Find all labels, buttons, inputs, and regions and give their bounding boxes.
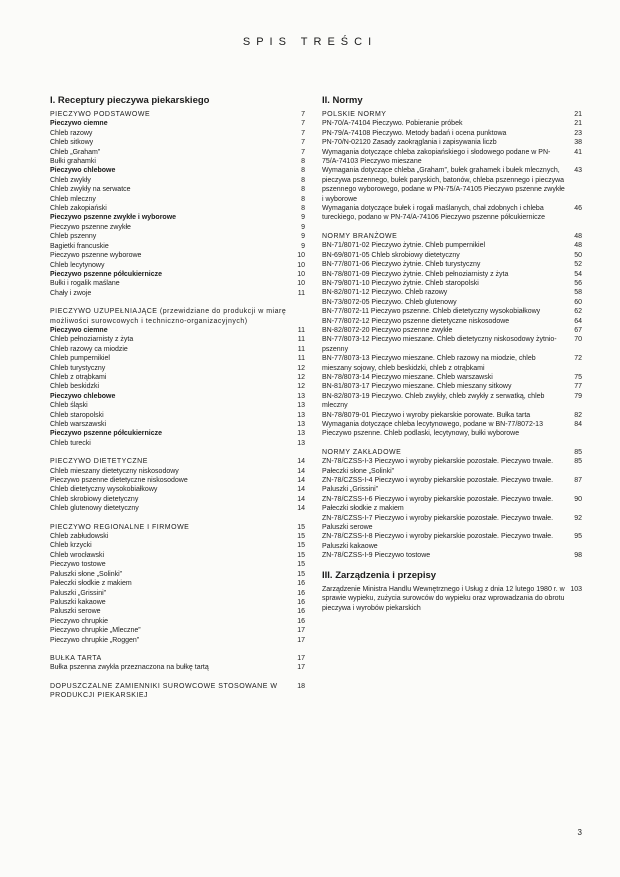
- toc-entry-title: ZN-78/CZSS-I-4 Pieczywo i wyroby piekarskie pozostałe. Pieczywo trwałe. Paluszki „Grissini”: [322, 477, 554, 494]
- toc-entry-page: 8: [301, 186, 305, 194]
- toc-entry-title: Paluszki „Grissini”: [50, 589, 107, 597]
- toc-entry-page: 67: [574, 326, 582, 334]
- toc-entry-page: 15: [297, 570, 305, 578]
- toc-entry-page: 46: [574, 205, 582, 213]
- toc-entry-page: 8: [301, 158, 305, 166]
- toc-entry-title: NORMY BRANŻOWE: [322, 232, 398, 240]
- toc-entry-page: 10: [297, 261, 305, 269]
- toc-entry: [322, 298, 582, 307]
- toc-entry-title: Pieczywo pszenne zwykłe i wyborowe: [50, 214, 177, 222]
- toc-entry-title: Chleb śląski: [50, 402, 88, 410]
- toc-entry-page: 72: [574, 355, 582, 363]
- toc-entry-title: PN-70/A-74104 Pieczywo. Pobieranie próbek: [322, 120, 463, 128]
- toc-entry: [50, 420, 305, 429]
- toc-entry-title: Pieczywo pszenne półcukiernicze: [50, 270, 163, 278]
- toc-entry-page: 48: [574, 242, 582, 250]
- toc-entry-title: Chleb razowy ca miodzie: [50, 345, 128, 353]
- toc-entry: [50, 289, 305, 298]
- toc-entry-page: 15: [297, 551, 305, 559]
- toc-entry-title: Wymagania dotyczące chleba lecytynowego, podane w BN-77/8072-13 Pieczywo pszenne. Chleb podlaski, lecytynowy, bułki wyborowe: [322, 421, 543, 438]
- toc-entry-page: 13: [297, 411, 305, 419]
- toc-entry-title: PIECZYWO PODSTAWOWE: [50, 111, 151, 118]
- toc-entry-page: 15: [297, 542, 305, 550]
- toc-entry-title: Pałeczki słodkie z makiem: [50, 580, 132, 588]
- toc-entry-page: 7: [301, 111, 305, 118]
- toc-entry: [50, 476, 305, 485]
- toc-entry-page: 7: [301, 120, 305, 128]
- toc-entry-page: 10: [297, 280, 305, 288]
- toc-entry: [50, 560, 305, 569]
- toc-entry: [50, 138, 305, 147]
- page-title: SPIS TREŚCI: [242, 36, 378, 48]
- toc-entry-title: Pieczywo chrupkie: [50, 617, 108, 625]
- toc-entry-title: Pieczywo ciemne: [50, 120, 108, 128]
- toc-entry-title: BUŁKA TARTA: [50, 654, 102, 662]
- toc-entry-page: 14: [297, 458, 305, 466]
- toc-entry: [50, 504, 305, 513]
- toc-entry-page: 15: [297, 533, 305, 541]
- toc-entry: [50, 439, 305, 448]
- toc-entry-page: 17: [297, 627, 305, 635]
- toc-entry: [322, 288, 582, 297]
- toc-entry-title: Chleb pełnoziarnisty z żyta: [50, 336, 134, 344]
- toc-entry-title: BN-77/8073-13 Pieczywo mieszane. Chleb razowy na miodzie, chleb mieszany sojowy, chleb beskidzki, chleb z otrąbkami: [322, 355, 536, 372]
- toc-entry-title: Chleb turystyczny: [50, 364, 106, 372]
- toc-entry-title: BN-79/8071-10 Pieczywo żytnie. Chleb staropolski: [322, 279, 479, 287]
- section-heading-3: III. Zarządzenia i przepisy: [322, 569, 437, 581]
- toc-entry-title: Chleb zwykły: [50, 176, 91, 184]
- toc-entry-page: 9: [301, 242, 305, 250]
- toc-entry: [322, 585, 582, 613]
- toc-entry-page: 82: [574, 411, 582, 419]
- toc-entry-page: 15: [297, 561, 305, 569]
- toc-entry-title: BN-77/8073-12 Pieczywo mieszane. Chleb dietetyczny niskosodowy żytnio-pszenny: [322, 336, 557, 353]
- toc-entry: [322, 420, 582, 439]
- toc-entry-page: 13: [297, 430, 305, 438]
- toc-entry: [50, 523, 305, 532]
- toc-entry-page: 7: [301, 148, 305, 156]
- toc-entry-page: 8: [301, 205, 305, 213]
- toc-entry-title: BN-82/8073-19 Pieczywo. Chleb zwykły, chleb zwykły z serwatką, chleb mleczny: [322, 392, 545, 410]
- toc-entry-page: 11: [297, 345, 305, 353]
- toc-entry: [50, 654, 305, 663]
- toc-entry-page: 85: [574, 448, 582, 456]
- toc-entry: [50, 532, 305, 541]
- toc-entry-title: NORMY ZAKŁADOWE: [322, 448, 402, 456]
- toc-entry-page: 16: [297, 598, 305, 606]
- toc-entry: [322, 279, 582, 288]
- toc-entry-title: DOPUSZCZALNE ZAMIENNIKI SUROWCOWE STOSOWANE W PRODUKCJI PIEKARSKIEJ: [50, 682, 278, 700]
- toc-entry: [322, 411, 582, 420]
- toc-entry-title: Chleb sitkowy: [50, 139, 94, 147]
- toc-entry: [322, 551, 582, 560]
- toc-entry-page: 7: [301, 139, 305, 147]
- toc-entry-title: PIECZYWO UZUPEŁNIAJĄCE (przewidziane do produkcji w miarę możliwości surowcowych i techniczno-organizacyjnych): [50, 308, 287, 325]
- toc-entry-title: Chleb wrocławski: [50, 551, 105, 559]
- toc-entry: [322, 166, 582, 204]
- toc-entry-title: Pieczywo tostowe: [50, 561, 106, 569]
- toc-entry: [50, 232, 305, 241]
- toc-entry: [322, 232, 582, 241]
- toc-entry-title: Zarządzenie Ministra Handlu Wewnętrznego i Usług z dnia 12 lutego 1980 r. w sprawie wypieku, zużycia surowców do wypieku oraz wprowadzania do obrotu pieczywa i wyrobów piekarskich: [322, 585, 565, 612]
- spacer: [50, 645, 305, 654]
- toc-entry-title: Chleb razowy: [50, 129, 93, 137]
- toc-entry-title: BN-71/8071-02 Pieczywo żytnie. Chleb pumpernikiel: [322, 242, 486, 250]
- toc-entry-title: Chleb zwykły na serwatce: [50, 186, 131, 194]
- toc-entry: [322, 138, 582, 147]
- toc-entry: [50, 335, 305, 344]
- toc-entry-page: 14: [297, 486, 305, 494]
- toc-entry: [50, 495, 305, 504]
- toc-entry: [50, 364, 305, 373]
- toc-entry-title: Paluszki kakaowe: [50, 598, 106, 606]
- toc-entry-title: Pieczywo chrupkie „Roggen”: [50, 636, 140, 644]
- toc-entry: [50, 570, 305, 579]
- toc-entry-page: 11: [297, 355, 305, 363]
- toc-entry-page: 43: [574, 167, 582, 175]
- toc-entry-title: Chleb turecki: [50, 439, 91, 447]
- toc-entry-title: Chleb krzycki: [50, 542, 92, 550]
- toc-entry-page: 54: [574, 270, 582, 278]
- toc-entry-title: Bułki grahamki: [50, 158, 96, 166]
- toc-entry-title: Chleb pszenny: [50, 233, 97, 241]
- toc-entry: [50, 279, 305, 288]
- toc-entry: [50, 223, 305, 232]
- toc-entry-page: 12: [297, 364, 305, 372]
- toc-entry-page: 13: [297, 402, 305, 410]
- toc-list-left: [50, 110, 305, 701]
- toc-entry-title: PN-79/A-74108 Pieczywo. Metody badań i ocena punktowa: [322, 129, 507, 137]
- toc-entry: [50, 682, 305, 701]
- toc-entry-title: BN-77/8072-11 Pieczywo pszenne. Chleb dietetyczny wysokobiałkowy: [322, 308, 541, 316]
- toc-entry-page: 11: [297, 336, 305, 344]
- spacer: [322, 223, 582, 232]
- toc-entry-title: BN-82/8072-20 Pieczywo pszenne zwykłe: [322, 326, 453, 334]
- toc-entry-title: Chleb „Graham”: [50, 148, 101, 156]
- toc-entry-page: 48: [574, 232, 582, 240]
- toc-entry-title: Wymagania dotyczące bułek i rogali maślanych, chał zdobnych i chleba tureckiego, podano w PN-74/A-74106 Pieczywo pszenne półcukiernicze: [322, 205, 545, 222]
- toc-entry: [50, 551, 305, 560]
- right-column: [322, 95, 582, 613]
- toc-entry: [50, 636, 305, 645]
- toc-entry-page: 50: [574, 251, 582, 259]
- toc-entry-title: BN-78/8071-09 Pieczywo żytnie. Chleb pełnoziarnisty z żyta: [322, 270, 509, 278]
- toc-entry-title: Chleb staropolski: [50, 411, 104, 419]
- toc-entry: [322, 129, 582, 138]
- toc-entry: [322, 241, 582, 250]
- spacer: [322, 439, 582, 448]
- toc-entry-page: 16: [297, 580, 305, 588]
- toc-entry-page: 79: [574, 392, 582, 400]
- toc-entry-title: Chleb lecytynowy: [50, 261, 105, 269]
- toc-entry: [322, 270, 582, 279]
- toc-entry-title: Chleb warszawski: [50, 421, 107, 428]
- toc-entry: [50, 119, 305, 128]
- toc-entry: [50, 251, 305, 260]
- toc-entry-page: 13: [297, 392, 305, 400]
- toc-entry-page: 95: [574, 533, 582, 541]
- toc-entry-page: 56: [574, 279, 582, 287]
- toc-entry-title: Pieczywo chrupkie „Mleczne”: [50, 627, 141, 635]
- toc-entry-page: 23: [574, 129, 582, 137]
- toc-entry: [50, 204, 305, 213]
- toc-entry-title: Chleb skrobiowy dietetyczny: [50, 495, 139, 503]
- toc-entry-page: 38: [574, 139, 582, 147]
- toc-entry: [50, 176, 305, 185]
- toc-entry-page: 16: [297, 608, 305, 616]
- toc-entry-title: PN-70/N-02120 Zasady zaokrąglania i zapisywania liczb: [322, 139, 497, 147]
- toc-entry-title: PIECZYWO REGIONALNE I FIRMOWE: [50, 523, 190, 531]
- toc-entry: [50, 148, 305, 157]
- toc-entry: [50, 626, 305, 635]
- section-heading-2: II. Normy: [322, 95, 363, 106]
- toc-entry: [50, 541, 305, 550]
- toc-entry-title: Pieczywo chlebowe: [50, 392, 116, 400]
- toc-entry-title: Chleb mieszany dietetyczny niskosodowy: [50, 467, 179, 475]
- toc-entry-page: 8: [301, 195, 305, 203]
- toc-entry: [50, 166, 305, 175]
- toc-entry-page: 15: [297, 523, 305, 531]
- toc-entry-title: Bułki i rogalik maślane: [50, 280, 120, 288]
- toc-entry-page: 92: [574, 514, 582, 522]
- section-heading-1: I. Receptury pieczywa piekarskiego: [50, 95, 210, 106]
- toc-entry-page: 9: [301, 214, 305, 222]
- toc-entry: [322, 392, 582, 411]
- toc-entry: [322, 260, 582, 269]
- toc-entry-title: BN-82/8071-12 Pieczywo. Chleb razowy: [322, 289, 448, 297]
- toc-entry-title: Chały i zwoje: [50, 289, 92, 297]
- toc-entry-page: 10: [297, 252, 305, 260]
- toc-entry: [322, 148, 582, 167]
- toc-entry-page: 11: [297, 289, 305, 297]
- toc-entry: [50, 663, 305, 672]
- toc-entry-page: 12: [297, 383, 305, 391]
- toc-entry: [50, 392, 305, 401]
- toc-entry-title: ZN-78/CZSS-I-6 Pieczywo i wyroby piekarskie pozostałe. Pieczywo trwałe. Pałeczki słodkie z makiem: [322, 495, 554, 513]
- toc-entry-title: Paluszki serowe: [50, 608, 101, 616]
- toc-entry-page: 58: [574, 289, 582, 297]
- toc-entry: [322, 326, 582, 335]
- toc-entry-title: Pieczywo pszenne wyborowe: [50, 252, 142, 260]
- toc-entry-title: BN-78/8079-01 Pieczywo i wyroby piekarskie porowate. Bułka tarta: [322, 411, 531, 419]
- toc-entry-page: 16: [297, 617, 305, 625]
- toc-entry-page: 8: [301, 176, 305, 184]
- toc-entry-page: 41: [574, 148, 582, 156]
- toc-entry-title: BN-78/8073-14 Pieczywo mieszane. Chleb warszawski: [322, 373, 493, 381]
- toc-entry-title: Chleb z otrąbkami: [50, 373, 107, 381]
- toc-entry: [50, 382, 305, 391]
- toc-entry-title: ZN-78/CZSS-I-7 Pieczywo i wyroby piekarskie pozostałe. Pieczywo trwałe. Paluszki serowe: [322, 514, 554, 532]
- toc-entry-title: Pieczywo chlebowe: [50, 167, 116, 175]
- toc-entry-title: Bułka pszenna zwykła przeznaczona na bułkę tartą: [50, 664, 209, 672]
- toc-entry: [322, 514, 582, 533]
- toc-entry-title: Pieczywo pszenne półcukiernicze: [50, 430, 163, 438]
- toc-entry: [50, 411, 305, 420]
- toc-entry-page: 12: [297, 373, 305, 381]
- toc-entry-page: 21: [574, 120, 582, 128]
- toc-entry: [50, 429, 305, 438]
- left-column: [50, 95, 305, 701]
- toc-entry-page: 14: [297, 467, 305, 475]
- toc-entry-title: Chleb beskidzki: [50, 383, 100, 391]
- toc-entry: [50, 157, 305, 166]
- toc-entry-page: 77: [574, 383, 582, 391]
- toc-entry: [50, 213, 305, 222]
- spacer: [50, 673, 305, 682]
- toc-entry: [322, 532, 582, 551]
- toc-entry-page: 60: [574, 298, 582, 306]
- toc-entry-title: Chleb zakopiański: [50, 205, 107, 213]
- toc-entry-page: 84: [574, 421, 582, 428]
- toc-entry: [322, 495, 582, 514]
- toc-entry-page: 17: [297, 636, 305, 644]
- toc-entry: [322, 448, 582, 457]
- toc-entry-page: 90: [574, 495, 582, 503]
- toc-entry: [322, 382, 582, 391]
- toc-entry-title: BN-69/8071-05 Chleb skrobiowy dietetyczny: [322, 251, 460, 259]
- toc-entry: [322, 307, 582, 316]
- toc-entry-title: POLSKIE NORMY: [322, 111, 387, 118]
- toc-entry-title: PIECZYWO DIETETYCZNE: [50, 458, 148, 466]
- toc-entry-page: 11: [297, 326, 305, 334]
- toc-entry: [50, 598, 305, 607]
- toc-entry: [50, 354, 305, 363]
- toc-entry: [322, 119, 582, 128]
- toc-entry-title: Wymagania dotyczące chleba „Graham”, bułek grahamek i bułek mlecznych, pieczywa pszennego, bułek paryskich, batonów, chleba pszennego i pieczywa pszennego wyborowego, podane w PN-75/A-74105 Pieczywo pszenne zwykłe i wyborowe: [322, 167, 565, 203]
- toc-entry: [50, 485, 305, 494]
- toc-entry-page: 52: [574, 261, 582, 269]
- toc-entry: [50, 373, 305, 382]
- toc-entry-title: Chleb zabłudowski: [50, 533, 109, 541]
- toc-entry: [322, 317, 582, 326]
- toc-entry-title: Chleb dietetyczny wysokobiałkowy: [50, 486, 158, 494]
- toc-entry-page: 85: [574, 458, 582, 466]
- toc-entry: [322, 476, 582, 495]
- toc-entry-title: Chleb pumpernikiel: [50, 355, 110, 363]
- toc-entry-page: 70: [574, 336, 582, 344]
- toc-entry: [322, 335, 582, 354]
- toc-entry-title: Wymagania dotyczące chleba zakopiańskiego i słodowego podane w PN-75/A-74103 Pieczywo mieszane: [322, 148, 551, 166]
- toc-entry-page: 17: [297, 654, 305, 662]
- toc-entry-page: 18: [297, 682, 305, 690]
- toc-entry: [322, 354, 582, 373]
- toc-entry: [322, 373, 582, 382]
- toc-entry-page: 21: [574, 111, 582, 118]
- toc-entry-page: 13: [297, 439, 305, 447]
- toc-entry-title: BN-77/8072-12 Pieczywo pszenne dietetyczne niskosodowe: [322, 317, 510, 325]
- toc-list-right-3: [322, 585, 582, 613]
- toc-entry: [50, 579, 305, 588]
- toc-entry-page: 7: [301, 129, 305, 137]
- toc-entry-page: 14: [297, 495, 305, 503]
- toc-entry-page: 16: [297, 589, 305, 597]
- toc-entry-title: Pieczywo ciemne: [50, 326, 108, 334]
- toc-entry-title: Chleb mleczny: [50, 195, 96, 203]
- toc-entry-title: Chleb glutenowy dietetyczny: [50, 505, 139, 513]
- toc-entry-page: 103: [570, 585, 582, 593]
- toc-entry: [50, 270, 305, 279]
- toc-entry: [50, 261, 305, 270]
- toc-entry: [50, 589, 305, 598]
- spacer: [50, 298, 305, 307]
- toc-entry: [322, 110, 582, 119]
- toc-entry-title: ZN-78/CZSS-I-8 Pieczywo i wyroby piekarskie pozostałe. Pieczywo trwałe. Paluszki kakaowe: [322, 533, 554, 550]
- toc-entry: [50, 617, 305, 626]
- toc-entry: [50, 345, 305, 354]
- toc-entry: [50, 607, 305, 616]
- toc-entry-page: 87: [574, 477, 582, 485]
- toc-entry-page: 75: [574, 373, 582, 381]
- toc-entry-title: BN-81/8073-17 Pieczywo mieszane. Chleb mieszany sitkowy: [322, 383, 512, 391]
- toc-entry-title: Pieczywo pszenne dietetyczne niskosodowe: [50, 477, 188, 485]
- toc-entry-page: 8: [301, 167, 305, 175]
- toc-entry-page: 10: [297, 270, 305, 278]
- toc-entry-title: Pieczywo pszenne zwykłe: [50, 223, 131, 231]
- toc-entry: [50, 129, 305, 138]
- spacer: [50, 448, 305, 457]
- toc-entry-page: 9: [301, 233, 305, 241]
- toc-entry-page: 9: [301, 223, 305, 231]
- toc-entry-page: 64: [574, 317, 582, 325]
- toc-entry: [50, 242, 305, 251]
- toc-entry: [322, 251, 582, 260]
- toc-entry: [50, 467, 305, 476]
- toc-entry-page: 13: [297, 421, 305, 428]
- toc-entry-title: Paluszki słone „Solinki”: [50, 570, 122, 578]
- toc-entry-page: 17: [297, 664, 305, 672]
- toc-entry: [50, 307, 305, 326]
- toc-entry-title: ZN-78/CZSS-I-9 Pieczywo tostowe: [322, 552, 431, 560]
- toc-entry-title: BN-77/8071-06 Pieczywo żytnie. Chleb turystyczny: [322, 261, 481, 269]
- toc-entry: [50, 110, 305, 119]
- toc-entry-page: 14: [297, 505, 305, 513]
- toc-entry-title: BN-73/8072-05 Pieczywo. Chleb glutenowy: [322, 298, 457, 306]
- toc-entry-page: 98: [574, 552, 582, 560]
- spacer: [50, 514, 305, 523]
- toc-entry-title: Bagietki francuskie: [50, 242, 109, 250]
- toc-list-right: [322, 110, 582, 561]
- toc-entry: [50, 326, 305, 335]
- toc-entry-title: ZN-78/CZSS-I-3 Pieczywo i wyroby piekarskie pozostałe. Pieczywo trwałe. Pałeczki słone „Solinki”: [322, 458, 554, 475]
- page-number: 3: [577, 828, 582, 837]
- toc-entry-page: 14: [297, 477, 305, 485]
- toc-entry: [50, 195, 305, 204]
- toc-entry: [50, 401, 305, 410]
- toc-entry-page: 62: [574, 308, 582, 316]
- toc-entry: [50, 185, 305, 194]
- toc-entry: [50, 457, 305, 466]
- toc-entry: [322, 204, 582, 223]
- toc-entry: [322, 457, 582, 476]
